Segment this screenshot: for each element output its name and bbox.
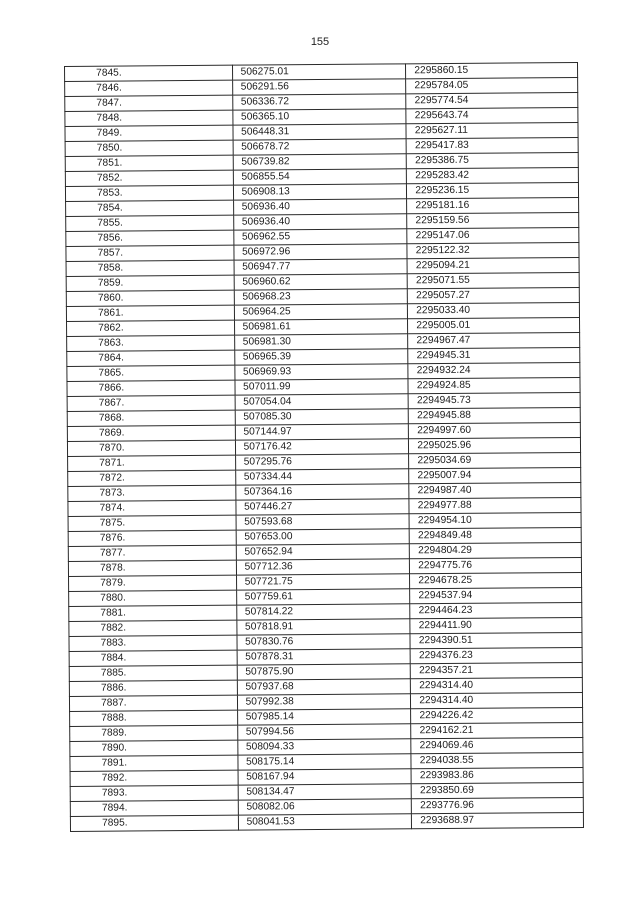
- y-coordinate-cell: 2294977.88: [409, 497, 581, 513]
- y-coordinate-cell: 2295774.54: [406, 92, 578, 108]
- x-coordinate-cell: 507593.68: [236, 514, 410, 530]
- x-coordinate-cell: 507652.94: [236, 544, 410, 560]
- x-coordinate-cell: 506336.72: [232, 94, 406, 110]
- y-coordinate-cell: 2295283.42: [407, 167, 579, 183]
- point-number-cell: 7871.: [68, 455, 236, 471]
- y-coordinate-cell: 2295025.96: [409, 437, 581, 453]
- point-number-cell: 7878.: [68, 560, 236, 576]
- point-number-cell: 7855.: [66, 215, 234, 231]
- x-coordinate-cell: 506936.40: [233, 199, 407, 215]
- point-number-cell: 7864.: [67, 350, 235, 366]
- x-coordinate-cell: 508167.94: [238, 769, 412, 785]
- y-coordinate-cell: 2294849.48: [409, 527, 581, 543]
- point-number-cell: 7870.: [67, 440, 235, 456]
- point-number-cell: 7858.: [66, 260, 234, 276]
- point-number-cell: 7895.: [70, 815, 238, 831]
- point-number-cell: 7879.: [69, 575, 237, 591]
- point-number-cell: 7885.: [69, 665, 237, 681]
- point-number-cell: 7883.: [69, 635, 237, 651]
- coordinates-table: [64, 62, 584, 832]
- x-coordinate-cell: 507878.31: [237, 649, 411, 665]
- point-number-cell: 7881.: [69, 605, 237, 621]
- y-coordinate-cell: 2294464.23: [410, 602, 582, 618]
- point-number-cell: 7894.: [70, 800, 238, 816]
- point-number-cell: 7867.: [67, 395, 235, 411]
- point-number-cell: 7873.: [68, 485, 236, 501]
- x-coordinate-cell: 506960.62: [234, 274, 408, 290]
- point-number-cell: 7891.: [70, 755, 238, 771]
- x-coordinate-cell: 507085.30: [235, 409, 409, 425]
- y-coordinate-cell: 2293776.96: [412, 797, 584, 813]
- y-coordinate-cell: 2295007.94: [409, 467, 581, 483]
- x-coordinate-cell: 507054.04: [235, 394, 409, 410]
- y-coordinate-cell: 2294537.94: [410, 587, 582, 603]
- y-coordinate-cell: 2294678.25: [410, 572, 582, 588]
- y-coordinate-cell: 2295094.21: [407, 257, 579, 273]
- y-coordinate-cell: 2294932.24: [408, 362, 580, 378]
- y-coordinate-cell: 2294954.10: [409, 512, 581, 528]
- x-coordinate-cell: 506981.30: [234, 334, 408, 350]
- y-coordinate-cell: 2295147.06: [407, 227, 579, 243]
- y-coordinate-cell: 2294390.51: [410, 632, 582, 648]
- y-coordinate-cell: 2295122.32: [407, 242, 579, 258]
- point-number-cell: 7863.: [67, 335, 235, 351]
- x-coordinate-cell: 506908.13: [233, 184, 407, 200]
- point-number-cell: 7866.: [67, 380, 235, 396]
- y-coordinate-cell: 2294987.40: [409, 482, 581, 498]
- x-coordinate-cell: 506981.61: [234, 319, 408, 335]
- x-coordinate-cell: 507937.68: [237, 679, 411, 695]
- point-number-cell: 7859.: [66, 275, 234, 291]
- y-coordinate-cell: 2294162.21: [411, 722, 583, 738]
- x-coordinate-cell: 506972.96: [234, 244, 408, 260]
- point-number-cell: 7893.: [70, 785, 238, 801]
- point-number-cell: 7846.: [65, 80, 233, 96]
- y-coordinate-cell: 2294226.42: [411, 707, 583, 723]
- x-coordinate-cell: 507818.91: [236, 619, 410, 635]
- point-number-cell: 7852.: [65, 170, 233, 186]
- x-coordinate-cell: 507144.97: [235, 424, 409, 440]
- y-coordinate-cell: 2295417.83: [406, 137, 578, 153]
- page-number: 155: [310, 36, 330, 48]
- x-coordinate-cell: 507446.27: [236, 499, 410, 515]
- x-coordinate-cell: 507992.38: [237, 694, 411, 710]
- point-number-cell: 7845.: [65, 65, 233, 81]
- x-coordinate-cell: 506275.01: [232, 64, 406, 80]
- point-number-cell: 7849.: [65, 125, 233, 141]
- x-coordinate-cell: 507985.14: [237, 709, 411, 725]
- point-number-cell: 7875.: [68, 515, 236, 531]
- x-coordinate-cell: 506678.72: [233, 139, 407, 155]
- y-coordinate-cell: 2294945.73: [408, 392, 580, 408]
- point-number-cell: 7889.: [70, 725, 238, 741]
- x-coordinate-cell: 506936.40: [233, 214, 407, 230]
- y-coordinate-cell: 2294069.46: [411, 737, 583, 753]
- x-coordinate-cell: 507364.16: [235, 484, 409, 500]
- y-coordinate-cell: 2294314.40: [411, 677, 583, 693]
- x-coordinate-cell: 506365.10: [232, 109, 406, 125]
- y-coordinate-cell: 2294945.88: [409, 407, 581, 423]
- point-number-cell: 7850.: [65, 140, 233, 156]
- point-number-cell: 7853.: [65, 185, 233, 201]
- coordinates-table-body: [65, 62, 584, 831]
- y-coordinate-cell: 2295159.56: [407, 212, 579, 228]
- x-coordinate-cell: 506448.31: [233, 124, 407, 140]
- x-coordinate-cell: 507295.76: [235, 454, 409, 470]
- x-coordinate-cell: 507712.36: [236, 559, 410, 575]
- y-coordinate-cell: 2295386.75: [407, 152, 579, 168]
- point-number-cell: 7876.: [68, 530, 236, 546]
- point-number-cell: 7856.: [66, 230, 234, 246]
- y-coordinate-cell: 2294924.85: [408, 377, 580, 393]
- y-coordinate-cell: 2295033.40: [408, 302, 580, 318]
- point-number-cell: 7862.: [67, 320, 235, 336]
- point-number-cell: 7887.: [69, 695, 237, 711]
- y-coordinate-cell: 2295643.74: [406, 107, 578, 123]
- x-coordinate-cell: 507759.61: [236, 589, 410, 605]
- y-coordinate-cell: 2294775.76: [410, 557, 582, 573]
- x-coordinate-cell: 507011.99: [235, 379, 409, 395]
- point-number-cell: 7890.: [70, 740, 238, 756]
- point-number-cell: 7848.: [65, 110, 233, 126]
- point-number-cell: 7877.: [68, 545, 236, 561]
- point-number-cell: 7888.: [70, 710, 238, 726]
- y-coordinate-cell: 2294945.31: [408, 347, 580, 363]
- y-coordinate-cell: 2294314.40: [411, 692, 583, 708]
- point-number-cell: 7872.: [68, 470, 236, 486]
- table-row: [70, 812, 583, 831]
- x-coordinate-cell: 508082.06: [238, 799, 412, 815]
- point-number-cell: 7868.: [67, 410, 235, 426]
- x-coordinate-cell: 506947.77: [234, 259, 408, 275]
- y-coordinate-cell: 2295860.15: [406, 62, 578, 78]
- point-number-cell: 7880.: [69, 590, 237, 606]
- y-coordinate-cell: 2295005.01: [408, 317, 580, 333]
- x-coordinate-cell: 508094.33: [237, 739, 411, 755]
- point-number-cell: 7886.: [69, 680, 237, 696]
- y-coordinate-cell: 2294997.60: [409, 422, 581, 438]
- x-coordinate-cell: 507830.76: [237, 634, 411, 650]
- x-coordinate-cell: 506964.25: [234, 304, 408, 320]
- x-coordinate-cell: 506968.23: [234, 289, 408, 305]
- point-number-cell: 7874.: [68, 500, 236, 516]
- x-coordinate-cell: 507334.44: [235, 469, 409, 485]
- x-coordinate-cell: 506969.93: [234, 364, 408, 380]
- y-coordinate-cell: 2295627.11: [406, 122, 578, 138]
- point-number-cell: 7860.: [66, 290, 234, 306]
- point-number-cell: 7861.: [66, 305, 234, 321]
- x-coordinate-cell: 508175.14: [238, 754, 412, 770]
- y-coordinate-cell: 2295057.27: [408, 287, 580, 303]
- point-number-cell: 7854.: [66, 200, 234, 216]
- point-number-cell: 7847.: [65, 95, 233, 111]
- y-coordinate-cell: 2295784.05: [406, 77, 578, 93]
- point-number-cell: 7869.: [67, 425, 235, 441]
- y-coordinate-cell: 2294967.47: [408, 332, 580, 348]
- y-coordinate-cell: 2294357.21: [411, 662, 583, 678]
- y-coordinate-cell: 2293983.86: [411, 767, 583, 783]
- y-coordinate-cell: 2293688.97: [412, 812, 584, 828]
- x-coordinate-cell: 507721.75: [236, 574, 410, 590]
- point-number-cell: 7865.: [67, 365, 235, 381]
- y-coordinate-cell: 2293850.69: [411, 782, 583, 798]
- x-coordinate-cell: 507994.56: [237, 724, 411, 740]
- y-coordinate-cell: 2294376.23: [410, 647, 582, 663]
- x-coordinate-cell: 506855.54: [233, 169, 407, 185]
- point-number-cell: 7892.: [70, 770, 238, 786]
- y-coordinate-cell: 2295236.15: [407, 182, 579, 198]
- y-coordinate-cell: 2295071.55: [407, 272, 579, 288]
- x-coordinate-cell: 508134.47: [238, 784, 412, 800]
- x-coordinate-cell: 506962.55: [233, 229, 407, 245]
- point-number-cell: 7857.: [66, 245, 234, 261]
- y-coordinate-cell: 2294411.90: [410, 617, 582, 633]
- y-coordinate-cell: 2294804.29: [410, 542, 582, 558]
- x-coordinate-cell: 506739.82: [233, 154, 407, 170]
- point-number-cell: 7884.: [69, 650, 237, 666]
- point-number-cell: 7851.: [65, 155, 233, 171]
- y-coordinate-cell: 2295034.69: [409, 452, 581, 468]
- x-coordinate-cell: 507653.00: [236, 529, 410, 545]
- x-coordinate-cell: 507875.90: [237, 664, 411, 680]
- x-coordinate-cell: 508041.53: [238, 814, 412, 830]
- x-coordinate-cell: 506965.39: [234, 349, 408, 365]
- y-coordinate-cell: 2295181.16: [407, 197, 579, 213]
- x-coordinate-cell: 506291.56: [232, 79, 406, 95]
- y-coordinate-cell: 2294038.55: [411, 752, 583, 768]
- x-coordinate-cell: 507176.42: [235, 439, 409, 455]
- x-coordinate-cell: 507814.22: [236, 604, 410, 620]
- point-number-cell: 7882.: [69, 620, 237, 636]
